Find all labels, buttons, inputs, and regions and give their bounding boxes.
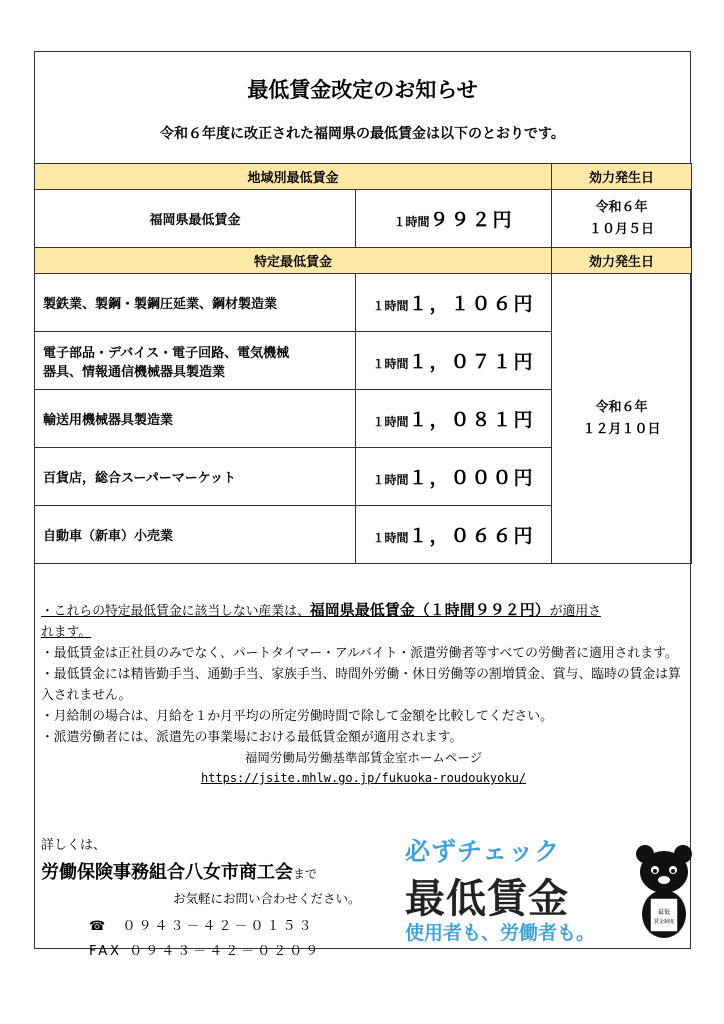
specific-row-name: 百貨店，総合スーパーマーケット: [35, 448, 356, 506]
page-title: 最低賃金改定のお知らせ: [247, 78, 478, 102]
promo-line1: 必ずチェック: [405, 837, 561, 866]
contact-ask: お気軽にお問い合わせください。: [173, 891, 361, 906]
regional-name: 福岡県最低賃金: [35, 190, 356, 248]
regional-header: 地域別最低賃金: [35, 164, 552, 190]
mascot-sign-text: 最低: [657, 909, 671, 916]
contact-tel: ☎ ０９４３－４２－０１５３: [89, 919, 315, 934]
specific-date-line1: 令和６年: [595, 399, 648, 415]
regional-amount: ９９２円: [429, 209, 514, 231]
specific-row-name: 電子部品・デバイス・電子回路、電気機械 器具、情報通信機械器具製造業: [35, 332, 356, 390]
source-label: 福岡労働局労働基準部賃金室ホームページ: [244, 750, 483, 765]
specific-row-name: 製鉄業、製鋼・製鋼圧延業、鋼材製造業: [35, 274, 356, 332]
contact-intro: 詳しくは、: [41, 838, 107, 853]
regional-date-header: 効力発生日: [552, 164, 692, 190]
note-excluded-wages: ・最低賃金には精皆勤手当、通勤手当、家族手当、時間外労働・休日労働等の割増賃金、賞与、臨時の賃金は算入されません。: [41, 667, 681, 703]
specific-row-amount: １時間１，０６６円: [356, 506, 552, 564]
telephone-icon: ☎: [89, 919, 109, 934]
specific-row-name: 自動車（新車）小売業: [35, 506, 356, 564]
source-link[interactable]: https://jsite.mhlw.go.jp/fukuoka-roudoukyoku/: [200, 771, 527, 785]
specific-row-amount: １時間１，０００円: [356, 448, 552, 506]
specific-row-name: 輸送用機械器具製造業: [35, 390, 356, 448]
specific-row-amount: １時間１，０８１円: [356, 390, 552, 448]
bear-mascot-icon: [633, 842, 695, 942]
regional-date: [552, 190, 692, 248]
specific-header: 特定最低賃金: [35, 248, 552, 274]
specific-date-line2: １２月１０日: [582, 421, 661, 437]
regional-date-line1: 令和６年: [595, 199, 648, 215]
note-all-workers: ・最低賃金は正社員のみでなく、パートタイマー・アルバイト・派遣労働者等すべての労働者に適用されます。: [41, 646, 678, 661]
specific-row-amount: １時間１，０７１円: [356, 332, 552, 390]
specific-date: [552, 274, 692, 564]
note-dispatch-workers: ・派遣労働者には、派遣先の事業場における最低賃金額が適用されます。: [41, 730, 463, 745]
promo-line3: 使用者も、労働者も。: [405, 922, 596, 944]
svg-text:賃金制度: 賃金制度: [653, 919, 675, 925]
contact-fax: FAX ０９４３－４２－０２０９: [89, 944, 322, 959]
wage-table: [34, 163, 692, 564]
specific-date-header: 効力発生日: [552, 248, 692, 274]
promo-logo: [405, 832, 690, 947]
specific-row-amount: １時間１，１０６円: [356, 274, 552, 332]
contact-block: [41, 834, 401, 959]
page-subtitle: 令和６年度に改正された福岡県の最低賃金は以下のとおりです。: [160, 126, 565, 142]
note-monthly-pay: ・月給制の場合は、月給を１か月平均の所定労働時間で除して金額を比較してください。: [41, 709, 553, 724]
note-not-applicable: ・これらの特定最低賃金に該当しない産業は、福岡県最低賃金（１時間９９２円）が適用さ れます。: [41, 601, 601, 640]
regional-date-line2: １０月５日: [589, 221, 655, 237]
notes-section: [41, 600, 686, 788]
notice-frame: [34, 51, 691, 959]
promo-line2: 最低賃金: [405, 876, 569, 922]
contact-org: 労働保険事務組合八女市商工会まで: [41, 862, 318, 883]
regional-unit: １時間: [393, 215, 430, 229]
regional-amount-cell: [356, 190, 552, 248]
